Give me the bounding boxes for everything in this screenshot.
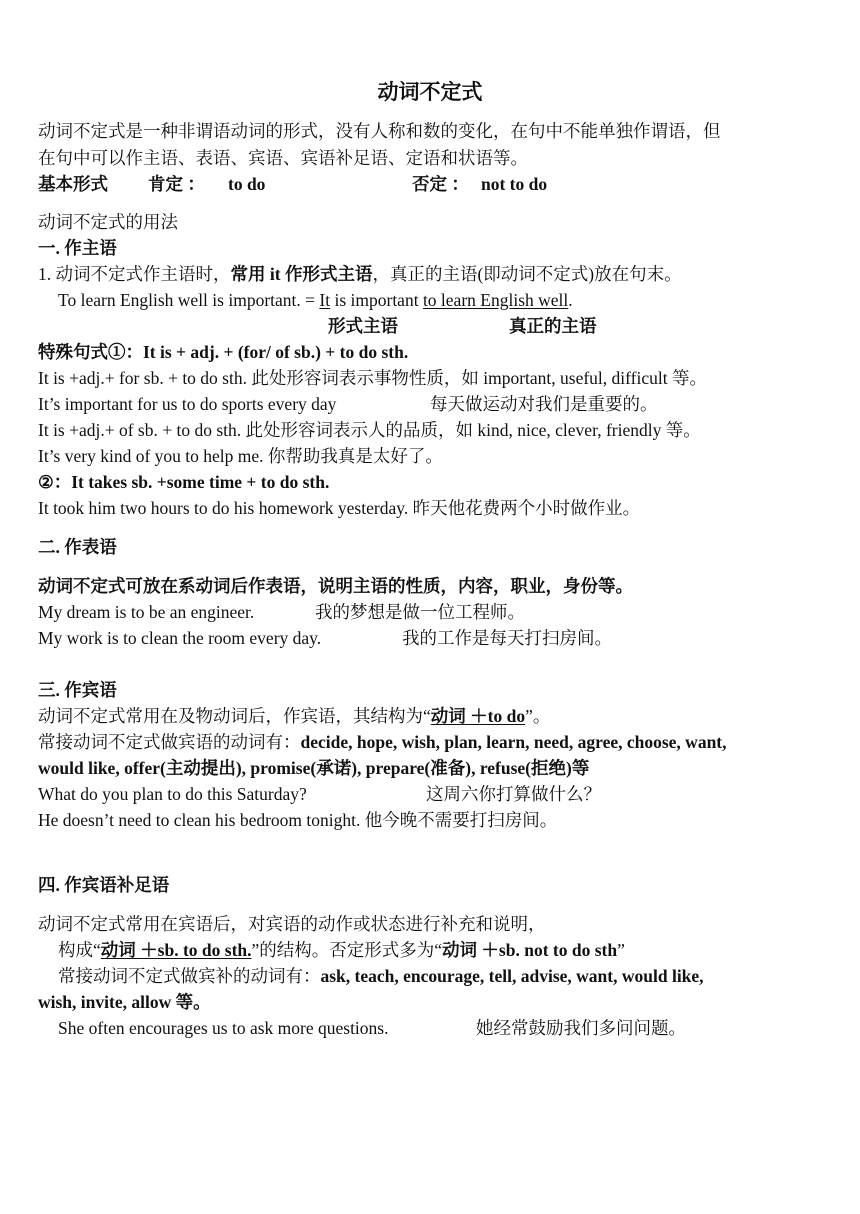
- section-4-rule-2: [58, 939, 625, 961]
- section-4-verbs-line-1: [58, 965, 704, 987]
- section-1-example: [58, 289, 573, 311]
- for-example: It’s important for us to do sports every day: [38, 394, 337, 414]
- rule-text-end: ，真正的主语(即动词不定式)放在句末。: [372, 264, 682, 284]
- rule-text-middle: ”的结构。否定形式多为“: [251, 940, 443, 960]
- example-sentence: My work is to clean the room every day.: [38, 628, 322, 648]
- real-subject-underlined: to learn English well: [422, 290, 569, 310]
- section-3-example-1: [38, 783, 601, 805]
- verbs-intro: 常接动词不定式做宾补的动词有：: [58, 966, 321, 986]
- structure-underlined: 动词 ＋sb. to do sth.: [100, 940, 252, 960]
- example-translation: 我的工作是每天打扫房间。: [402, 628, 612, 648]
- negative-form: not to do: [481, 174, 548, 194]
- basic-form-row: [38, 173, 548, 195]
- usage-heading: 动词不定式的用法: [38, 212, 178, 232]
- of-example-line: It’s very kind of you to help me. 你帮助我真是太好了。: [38, 446, 443, 466]
- verbs-list: ask, teach, encourage, tell, advise, want, would like,: [320, 966, 704, 986]
- rule-text: 1. 动词不定式作主语时，: [38, 264, 231, 284]
- intro-line-1: 动词不定式是一种非谓语动词的形式，没有人称和数的变化，在句中不能单独作谓语，但: [38, 121, 721, 141]
- example-translation: 她经常鼓励我们多问问题。: [476, 1018, 686, 1038]
- special-pattern-2: ②：It takes sb. +some time + to do sth.: [38, 472, 330, 492]
- positive-label: 肯定 ：: [148, 174, 205, 194]
- section-3-verbs-line-1: [38, 731, 727, 753]
- real-subject-label: 真正的主语: [509, 316, 597, 336]
- section-1-rule: [38, 263, 682, 285]
- rule-text-end: ”: [617, 940, 625, 960]
- section-3-example-2: He doesn’t need to clean his bedroom tonight. 他今晚不需要打扫房间。: [38, 810, 558, 830]
- section-2-example-1: [38, 601, 525, 623]
- formal-subject-label: 形式主语: [328, 316, 398, 336]
- section-3-heading: 三. 作宾语: [38, 680, 117, 700]
- of-pattern-line: It is +adj.+ of sb. + to do sth. 此处形容词表示人的品质，如 kind, nice, clever, friendly 等。: [38, 420, 701, 440]
- example-end: .: [568, 290, 573, 310]
- example-translation: 这周六你打算做什么？: [426, 784, 601, 804]
- takes-example-line: It took him two hours to do his homework yesterday. 昨天他花费两个小时做作业。: [38, 498, 641, 518]
- section-2-example-2: [38, 627, 612, 649]
- section-4-example: [58, 1017, 686, 1039]
- section-4-rule-1: 动词不定式常用在宾语后，对宾语的动作或状态进行补充和说明，: [38, 914, 546, 934]
- section-2-rule: 动词不定式可放在系动词后作表语，说明主语的性质，内容，职业，身份等。: [38, 576, 633, 596]
- example-sentence: To learn English well is important. =: [58, 290, 320, 310]
- negative-label: 否定 ：: [412, 174, 469, 194]
- example-sentence: She often encourages us to ask more questions.: [58, 1018, 389, 1038]
- negative-structure: 动词 ＋sb. not to do sth: [442, 940, 618, 960]
- example-translation: 我的梦想是做一位工程师。: [315, 602, 525, 622]
- rule-text: 构成“: [58, 940, 101, 960]
- rule-emphasis: 常用 it 作形式主语: [230, 264, 373, 284]
- section-2-heading: 二. 作表语: [38, 537, 117, 557]
- example-middle: is important: [330, 290, 423, 310]
- section-3-verbs-line-2: would like, offer(主动提出), promise(承诺), prepare(准备), refuse(拒绝)等: [38, 758, 590, 778]
- for-example-translation: 每天做运动对我们是重要的。: [430, 394, 658, 414]
- section-3-rule: [38, 705, 550, 727]
- positive-form: to do: [228, 174, 266, 194]
- verbs-list: decide, hope, wish, plan, learn, need, agree, choose, want,: [300, 732, 727, 752]
- example-sentence: My dream is to be an engineer.: [38, 602, 255, 622]
- section-1-heading: 一. 作主语: [38, 238, 117, 258]
- formal-subject-underlined: It: [319, 290, 331, 310]
- structure-underlined: 动词 ＋to do: [430, 706, 526, 726]
- rule-text-end: ”。: [525, 706, 551, 726]
- intro-line-2: 在句中可以作主语、表语、宾语、宾语补足语、定语和状语等。: [38, 148, 528, 168]
- for-example-line: [38, 393, 658, 415]
- basic-form-label: 基本形式: [38, 174, 108, 194]
- rule-text: 动词不定式常用在及物动词后，作宾语，其结构为“: [38, 706, 431, 726]
- for-pattern-line: It is +adj.+ for sb. + to do sth. 此处形容词表示事物性质，如 important, useful, difficult 等。: [38, 368, 707, 388]
- special-pattern-1: 特殊句式①：It is + adj. + (for/ of sb.) + to do sth.: [38, 342, 409, 362]
- page-title: 动词不定式: [377, 80, 483, 104]
- section-4-heading: 四. 作宾语补足语: [38, 875, 170, 895]
- section-4-verbs-line-2: wish, invite, allow 等。: [38, 992, 211, 1012]
- example-sentence: What do you plan to do this Saturday?: [38, 784, 307, 804]
- verbs-intro: 常接动词不定式做宾语的动词有：: [38, 732, 301, 752]
